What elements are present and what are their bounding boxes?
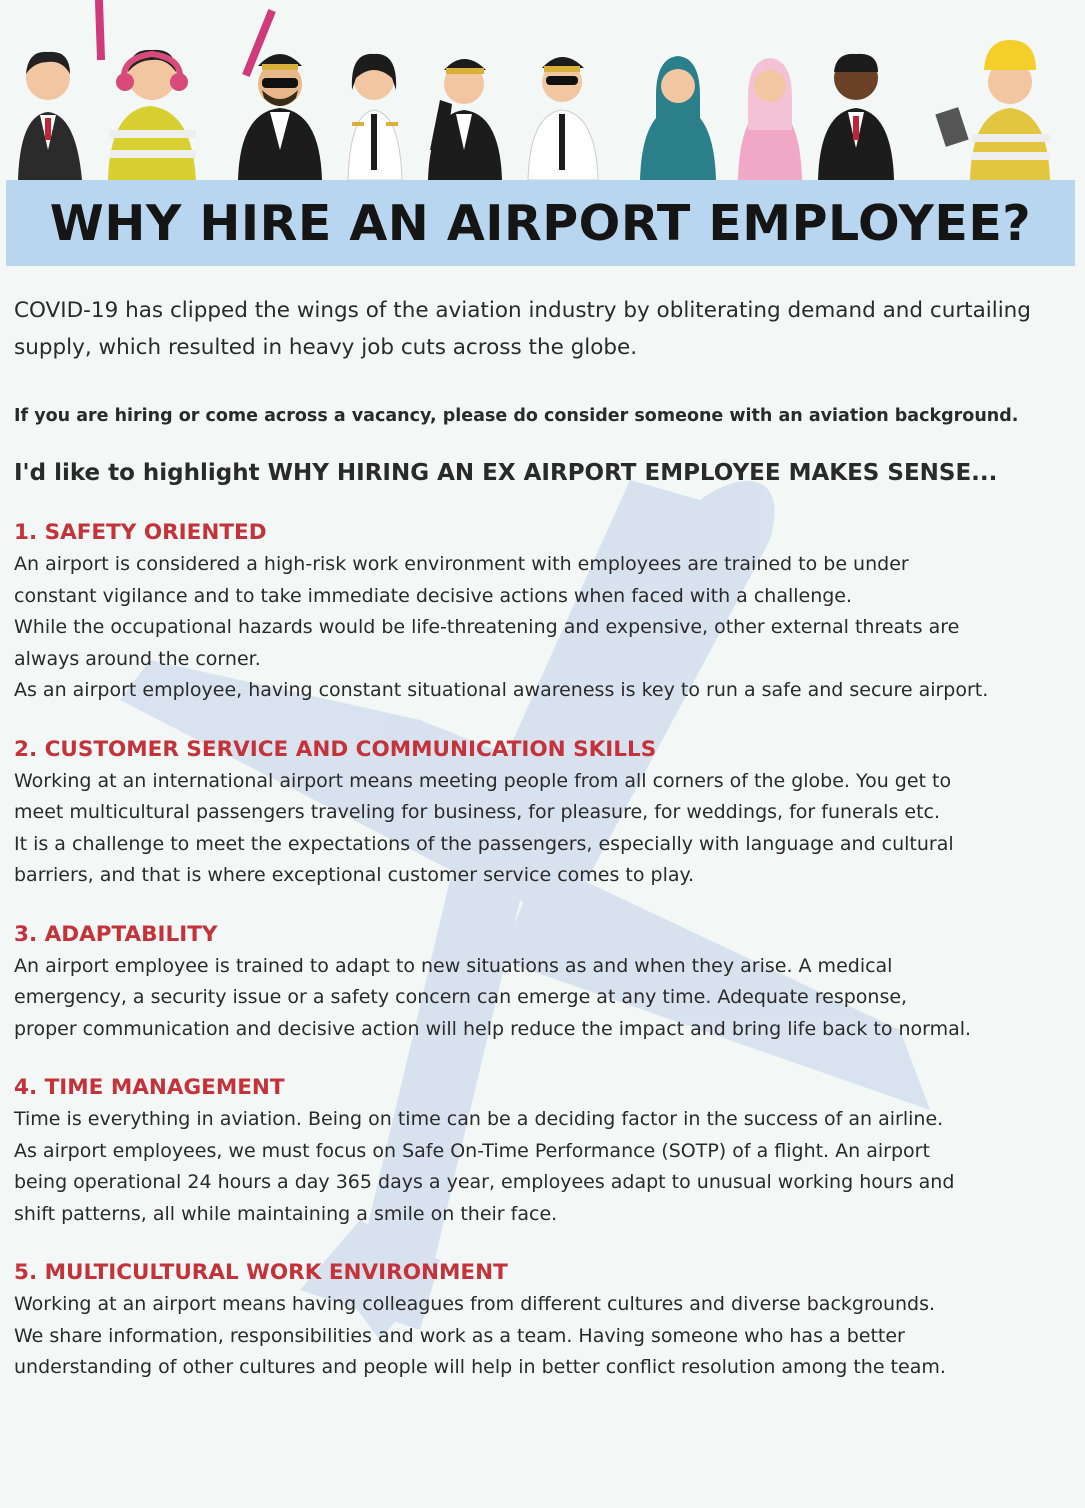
staff-figure-7 [640,56,716,180]
body-line: proper communication and decisive action will help reduce the impact and bring life back to normal. [14,1017,972,1040]
body-line: An airport employee is trained to adapt to new situations as and when they arise. A medical [14,954,893,977]
body-line: emergency, a security issue or a safety concern can emerge at any time. Adequate response, [14,986,908,1008]
hiring-appeal: If you are hiring or come across a vacancy, please do consider someone with an aviation background. [14,406,1019,426]
article-content [14,292,1079,1384]
body-line: We share information, responsibilities and work as a team. Having someone who has a better [14,1324,905,1347]
body-line: meet multicultural passengers traveling for business, for pleasure, for weddings, for funerals etc. [14,801,941,823]
section-body [14,951,1079,1046]
section-customer-service [14,734,1079,892]
staff-figure-1 [18,52,82,180]
section-heading: 3. ADAPTABILITY [14,921,218,947]
body-line: As airport employees, we must focus on Safe On-Time Performance (SOTP) of a flight. An airport [14,1139,930,1162]
lead-statement: I'd like to highlight WHY HIRING AN EX AIRPORT EMPLOYEE MAKES SENSE... [14,460,998,486]
section-body [14,1104,1079,1230]
body-line: While the occupational hazards would be life-threatening and expensive, other external threats are [14,616,960,638]
section-heading: 4. TIME MANAGEMENT [14,1075,285,1100]
body-line: constant vigilance and to take immediate decisive actions when faced with a challenge. [14,584,853,607]
body-line: Time is everything in aviation. Being on time can be a deciding factor in the success of an airline. [14,1108,944,1130]
body-line: Working at an airport means having colleagues from different cultures and diverse backgrounds. [14,1293,936,1315]
airport-staff-illustration [0,0,1085,195]
section-body [14,766,1079,892]
section-safety-oriented [14,517,1079,707]
body-line: barriers, and that is where exceptional customer service comes to play. [14,864,695,886]
staff-figure-2 [108,50,196,180]
staff-figure-5 [428,59,502,180]
staff-figure-8 [738,58,802,180]
body-line: always around the corner. [14,647,261,670]
section-heading: 5. MULTICULTURAL WORK ENVIRONMENT [14,1260,508,1285]
staff-figure-6 [528,57,598,180]
section-body [14,1289,1079,1384]
section-time-management [14,1072,1079,1230]
page-title: WHY HIRE AN AIRPORT EMPLOYEE? [49,194,1032,252]
staff-figure-10 [935,40,1050,180]
body-line: It is a challenge to meet the expectations of the passengers, especially with language and cultural [14,832,954,855]
title-bar [6,180,1075,266]
body-line: shift patterns, all while maintaining a smile on their face. [14,1202,558,1225]
body-line: An airport is considered a high-risk work environment with employees are trained to be under [14,553,909,575]
staff-figure-4 [348,54,402,180]
intro-paragraph: COVID-19 has clipped the wings of the aviation industry by obliterating demand and curtailing supply, which resulted in heavy job cuts across the globe. [14,298,1031,360]
section-heading: 1. SAFETY ORIENTED [14,520,267,545]
staff-figure-9 [818,54,894,180]
section-adaptability [14,919,1079,1046]
body-line: Working at an international airport means meeting people from all corners of the globe. You get to [14,769,952,792]
body-line: being operational 24 hours a day 365 days a year, employees adapt to unusual working hours and [14,1171,955,1193]
body-line: As an airport employee, having constant situational awareness is key to run a safe and secure airport. [14,679,989,701]
body-line: understanding of other cultures and people will help in better conflict resolution among the team. [14,1356,946,1378]
section-body [14,549,1079,707]
section-multicultural [14,1257,1079,1384]
section-heading: 2. CUSTOMER SERVICE AND COMMUNICATION SKILLS [14,736,657,762]
